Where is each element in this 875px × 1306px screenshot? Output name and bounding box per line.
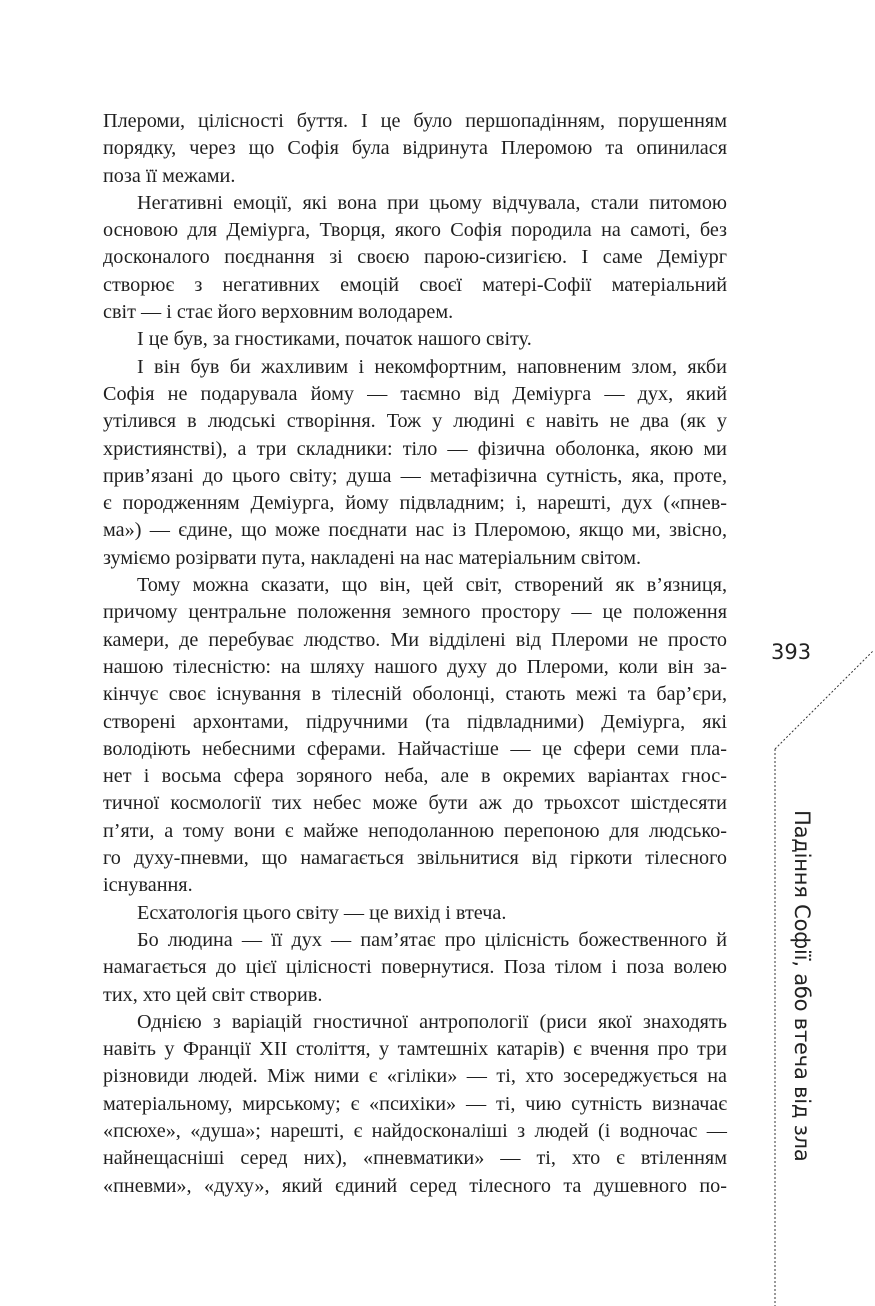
text-line: Софія не подарувала йому — таємно від Деміурга — дух, який — [103, 382, 727, 405]
text-line: світ — і стає його верховним володарем. — [103, 301, 454, 324]
text-line: Тому можна сказати, що він, цей світ, створений як в’язниця, — [137, 574, 727, 597]
diagonal-dashed-line — [775, 651, 873, 749]
text-line: зуміємо розірвати пута, накладені на нас матеріальним світом. — [103, 546, 642, 569]
text-line: «псюхе», «душа»; нарешті, є найдосконаліші з людей (і водночас — — [103, 1119, 727, 1142]
text-line: І він був би жахливим і некомфортним, наповненим злом, якби — [137, 355, 727, 378]
text-line: є породженням Деміурга, йому підвладним; і, нарешті, дух («пнев- — [103, 492, 727, 515]
text-line: п’яти, а тому вони є майже неподоланною перепоною для людсько- — [103, 819, 727, 842]
text-line: го духу-пневми, що намагається звільнитися від гіркоти тілесного — [103, 847, 727, 870]
text-line: найнещасніші серед них), «пневматики» — ті, хто є втіленням — [103, 1147, 727, 1170]
text-line: Есхатологія цього світу — це вихід і втеча. — [137, 901, 507, 924]
text-line: І це був, за гностиками, початок нашого світу. — [137, 328, 532, 351]
text-line: матеріальному, мирському; є «психіки» — ті, чию сутність визначає — [103, 1092, 727, 1115]
page-number: 393 — [771, 640, 812, 664]
text-line: нашою тілесністю: на шляху нашого духу до Плероми, коли він за- — [103, 655, 727, 678]
text-line: основою для Деміурга, Творця, якого Софія породила на самоті, без — [103, 219, 727, 242]
text-line: прив’язані до цього світу; душа — метафізична сутність, яка, проте, — [103, 464, 727, 487]
text-line: «пневми», «духу», який єдиний серед тілесного та душевного по- — [103, 1174, 727, 1197]
text-line: камери, де перебуває людство. Ми відділені від Плероми не просто — [103, 628, 727, 651]
text-line: створені архонтами, підручними (та підвладними) Деміурга, які — [103, 710, 727, 733]
text-line: навіть у Франції XII століття, у тамтешніх катарів) є вчення про три — [103, 1038, 727, 1061]
text-line: кінчує своє існування в тілесній оболонці, стають межі та бар’єри, — [103, 683, 727, 706]
text-line: намагається до цієї цілісності повернутися. Поза тілом і поза волею — [103, 956, 727, 979]
text-line: причому центральне положення земного простору — це положення — [103, 601, 727, 624]
text-line: різновиди людей. Між ними є «гіліки» — ті, хто зосереджується на — [103, 1065, 727, 1088]
text-line: Плероми, цілісності буття. І це було першопадінням, порушенням — [103, 110, 727, 132]
text-line: тичної космології тих небес може бути аж до трьохсот шістдесяти — [103, 792, 727, 815]
text-line: володіють небесними сферами. Найчастіше — це сфери семи пла- — [103, 737, 727, 760]
text-line: порядку, через що Софія була відринута Плеромою та опинилася — [103, 137, 727, 160]
text-line: християнстві), а три складники: тіло — фізична оболонка, якою ми — [103, 437, 727, 460]
running-title: Падіння Софії, або втеча від зла — [790, 810, 814, 1162]
text-line: поза її межами. — [103, 164, 236, 187]
text-line: існування. — [103, 874, 193, 897]
text-line: Бо людина — її дух — пам’ятає про цілісність божественного й — [137, 928, 727, 951]
text-line: Негативні емоції, які вона при цьому відчувала, стали питомою — [137, 191, 727, 214]
text-line: ма») — єдине, що може поєднати нас із Плеромою, якщо ми, звісно, — [103, 519, 727, 542]
text-line: нет і восьма сфера зоряного неба, але в окремих варіантах гнос- — [103, 765, 727, 788]
text-line: створює з негативних емоцій своєї матері-Софії матеріальний — [103, 273, 727, 296]
text-line: Однією з варіацій гностичної антропології (риси якої знаходять — [137, 1010, 727, 1033]
text-line: досконалого поєднання зі своєю парою-сизигією. І саме Деміург — [103, 246, 727, 269]
text-line: тих, хто цей світ створив. — [103, 983, 323, 1006]
text-line: утілився в людські створіння. Тож у людині є навіть не два (як у — [103, 410, 727, 433]
